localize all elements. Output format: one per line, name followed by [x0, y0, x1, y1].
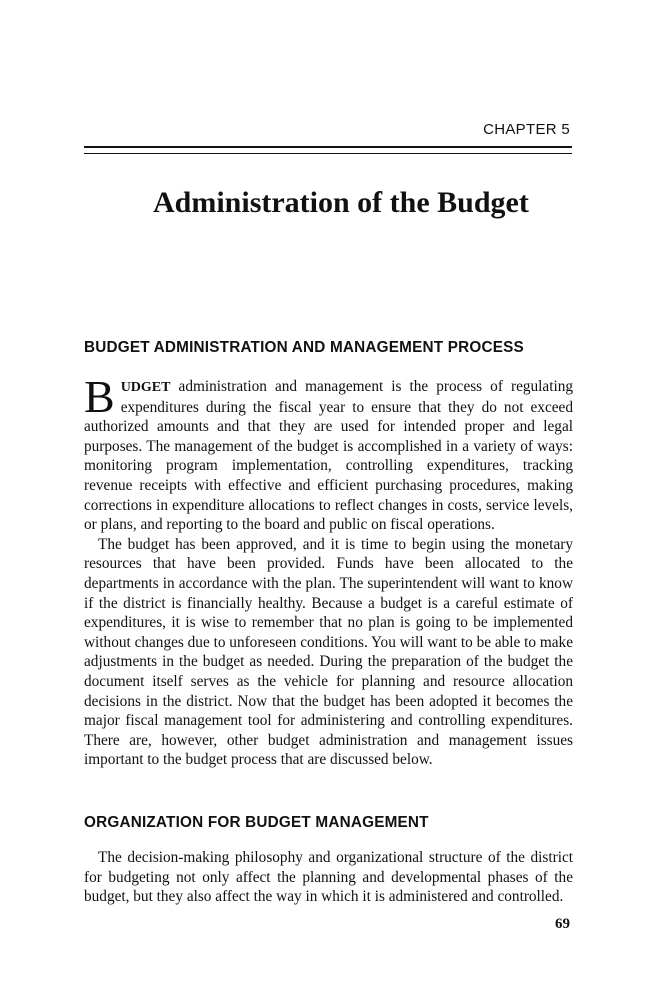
- page-number: 69: [555, 916, 570, 932]
- header-rule-thick: [84, 146, 572, 148]
- section-body-organization: [84, 848, 573, 907]
- chapter-title: Administration of the Budget: [153, 186, 529, 219]
- header-rule-thin: [84, 153, 572, 154]
- section-heading-budget-administration: BUDGET ADMINISTRATION AND MANAGEMENT PROCESS: [84, 339, 524, 356]
- paragraph-text: administration and management is the process of regulating expenditures during the fiscal year to ensure that they do not exceed authorized amounts and that they are used for intended proper and legal purposes. The management of the budget is accomplished in a variety of ways: monitoring program implementation, controlling expenditures, tracking revenue receipts with effective and efficient purchasing procedures, making corrections in expenditure allocations to reflect changes in costs, service levels, or plans, and reporting to the board and public on fiscal operations.: [84, 378, 573, 534]
- section-body-budget-administration: [84, 371, 573, 770]
- paragraph: The budget has been approved, and it is time to begin using the monetary resources that have been provided. Funds have been allocated to the departments in accordance with the plan. The superintendent will want to know if the district is financially healthy. Because a budget is a careful estimate of expenditures, it is wise to remember that no plan is going to be implemented without changes due to unforeseen conditions. You will want to be able to make adjustments in the budget as needed. During the preparation of the budget the document itself serves as the vehicle for planning and resource allocation decisions in the district. Now that the budget has been adopted it becomes the major fiscal management tool for administering and controlling expenditures. There are, however, other budget administration and management issues important to the budget process that are discussed below.: [84, 535, 573, 769]
- section-heading-organization: ORGANIZATION FOR BUDGET MANAGEMENT: [84, 814, 429, 831]
- chapter-label: CHAPTER 5: [483, 121, 570, 138]
- lead-word: UDGET: [120, 380, 171, 395]
- paragraph: The decision-making philosophy and organizational structure of the district for budgeting not only affect the planning and developmental phases of the budget, but they also affect the way in which it is administered and controlled.: [84, 849, 573, 906]
- drop-cap: B: [84, 371, 115, 422]
- paragraph: [84, 371, 573, 535]
